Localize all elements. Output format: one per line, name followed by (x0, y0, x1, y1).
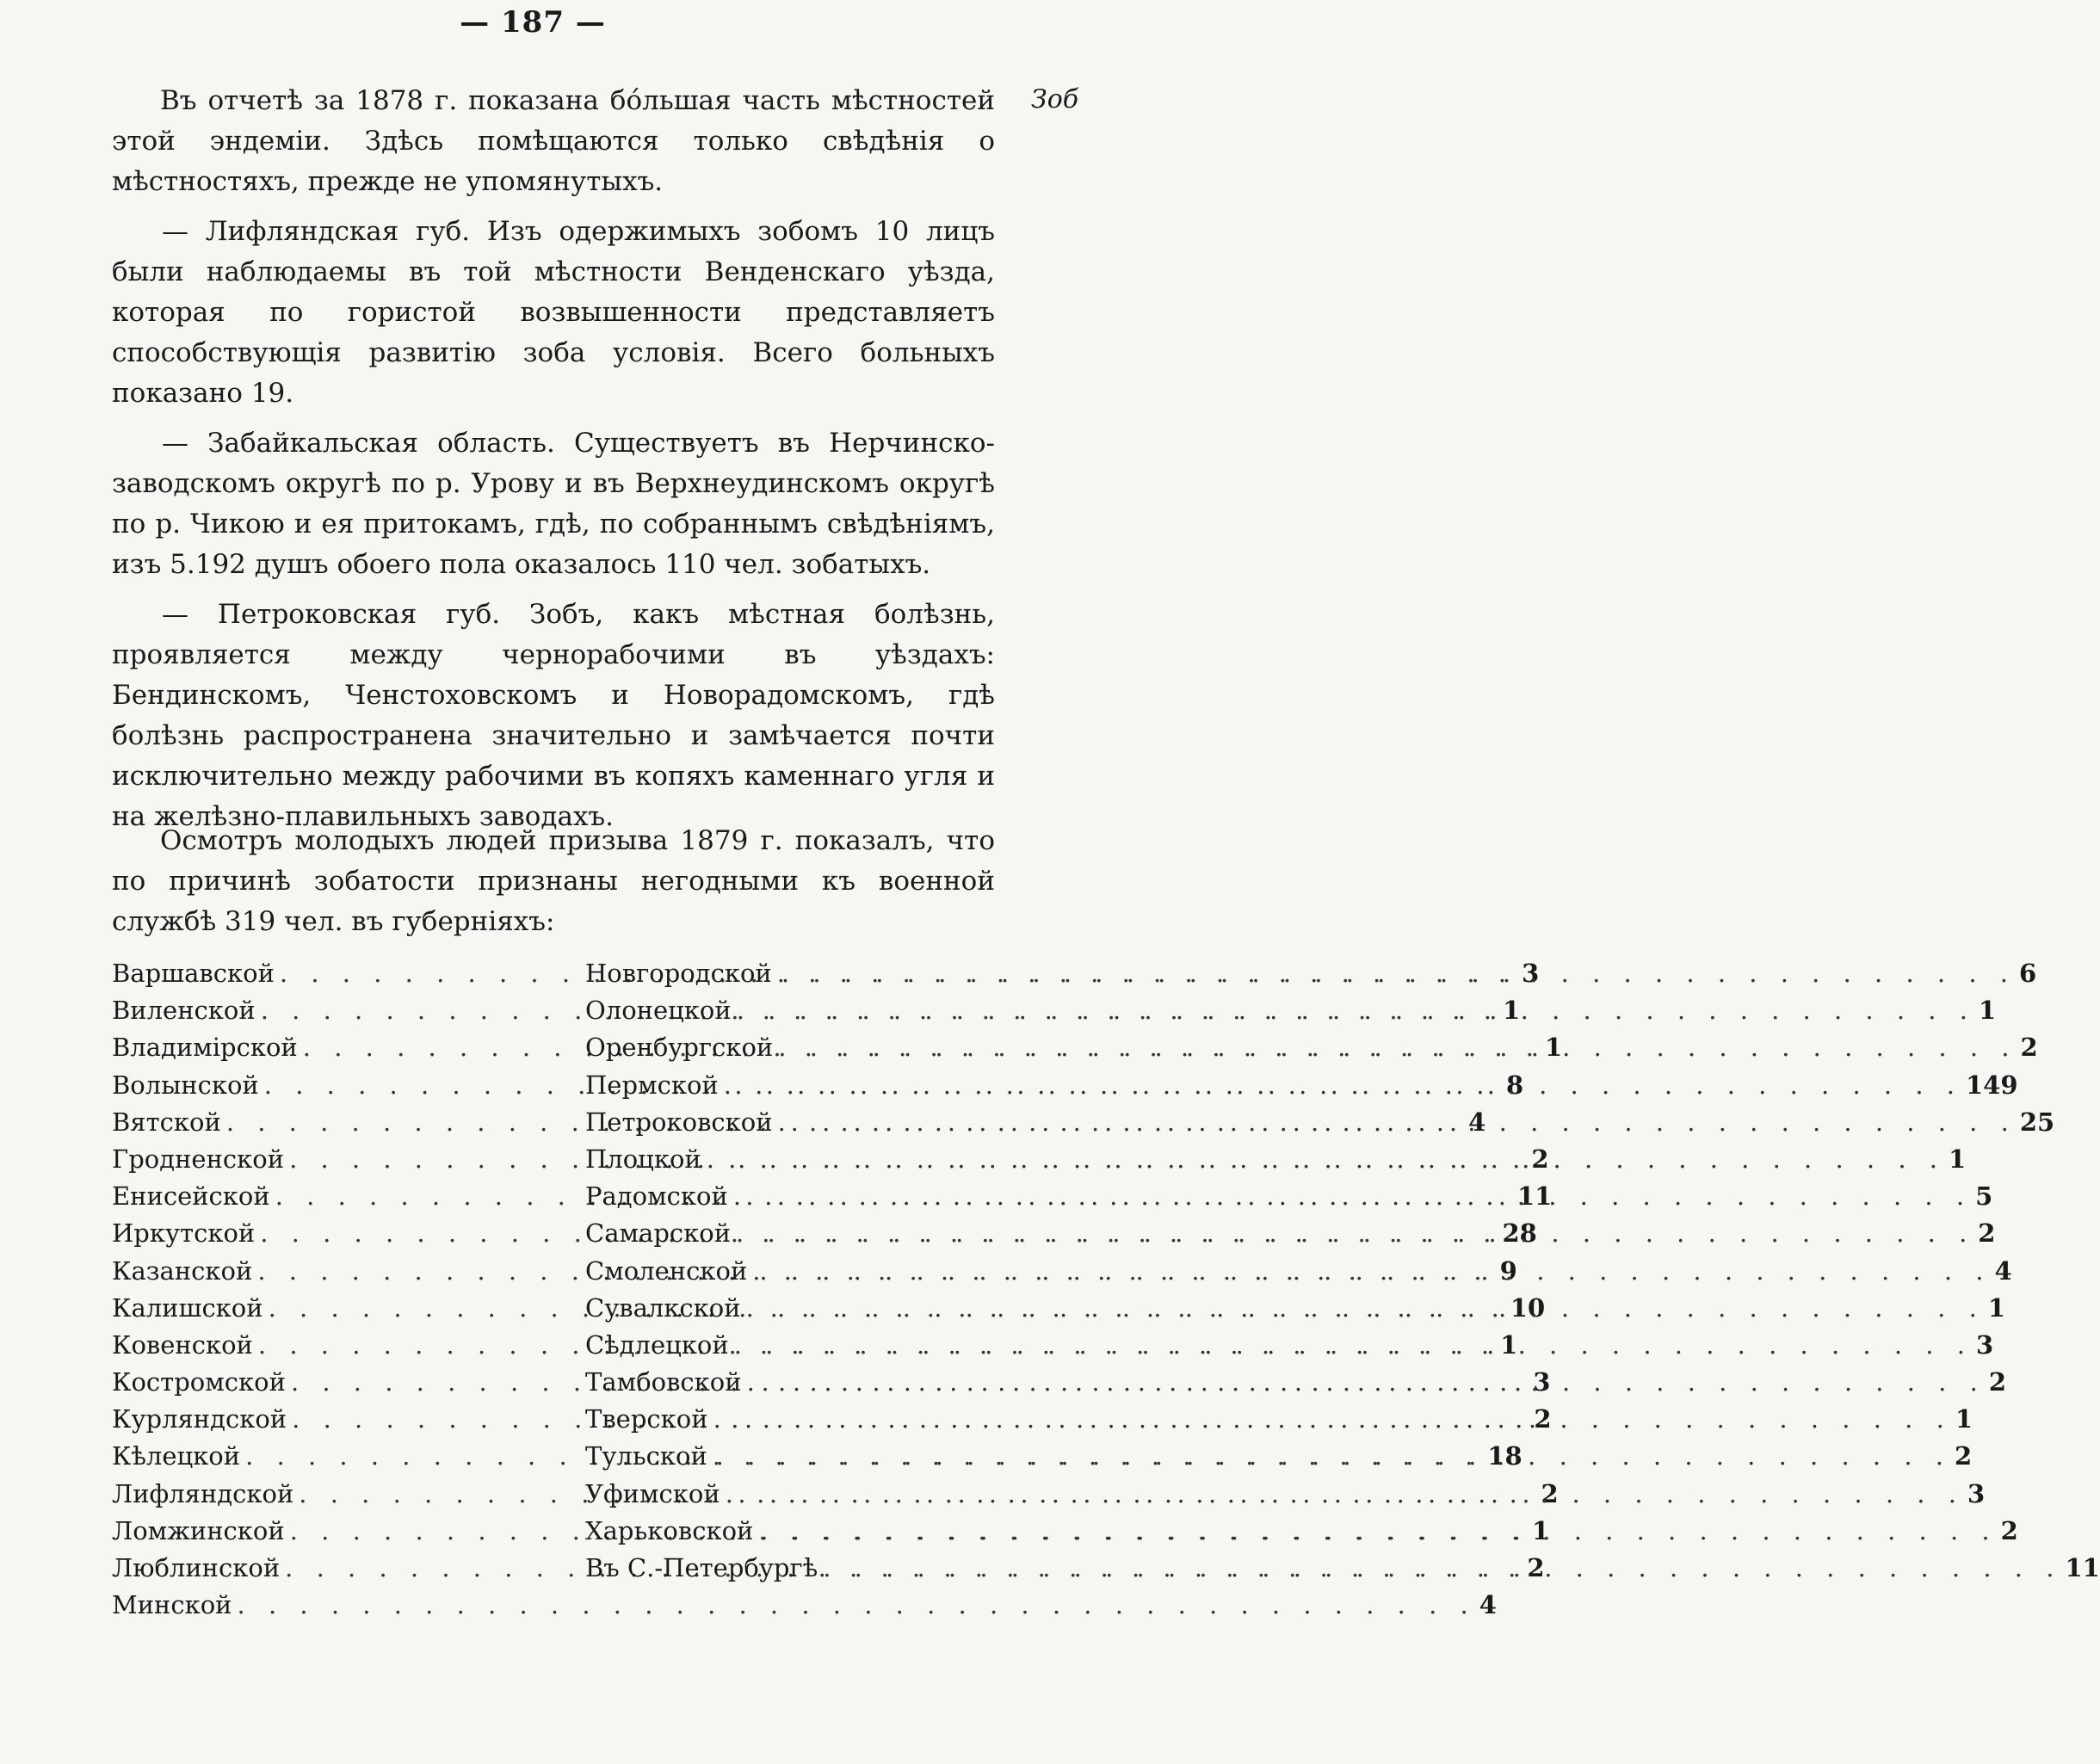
province-name: Виленской (112, 996, 256, 1026)
intro-paragraph: Въ отчетѣ за 1878 г. показана бóльшая часть мѣстностей этой эндеміи. Здѣсь помѣщаются только свѣдѣнія о мѣстностяхъ, прежде не упомянутыхъ. (112, 85, 995, 197)
dot-leader (741, 1290, 1985, 1327)
province-count: 2 (1988, 1367, 2007, 1397)
dot-leader (701, 1141, 1945, 1178)
province-name: Новгородской (585, 959, 772, 988)
province-row (585, 1364, 2007, 1401)
province-count: 11 (1516, 1181, 1553, 1212)
province-count: 2 (1527, 1553, 1545, 1582)
dot-leader (729, 1327, 1973, 1364)
province-count: 1 (1502, 996, 1521, 1026)
province-row (585, 1327, 1994, 1364)
province-row (585, 1401, 1973, 1438)
province-count: 149 (1965, 1070, 2018, 1100)
page-number: — 187 — (460, 5, 606, 40)
province-count: 1 (1987, 1292, 2006, 1323)
dot-leader (719, 1067, 1962, 1104)
province-name: Енисейской (112, 1181, 270, 1212)
province-row (585, 1513, 2018, 1550)
province-name: Самарской (585, 1218, 732, 1249)
province-count: 2 (1541, 1478, 1559, 1508)
dot-leader (731, 1215, 1974, 1252)
province-row (585, 1067, 2018, 1104)
province-name: Уфимской (585, 1478, 720, 1508)
province-count: 6 (2019, 959, 2037, 988)
dot-leader (732, 992, 1975, 1029)
province-count: 1 (1545, 1033, 1563, 1063)
dot-leader (728, 1178, 1972, 1215)
livland-paragraph: — Лифляндская губ. Изъ одержимыхъ зобомъ 10 лицъ были наблюдаемы въ той мѣстности Венденскаго уѣзда, которая по гористой возвышенности представляетъ способствующія развитію зоба условія. Всего больныхъ показано 19. (112, 216, 995, 409)
province-name: Тульской (585, 1441, 707, 1471)
province-count: 3 (1967, 1478, 1986, 1508)
province-count: 3 (1522, 959, 1540, 988)
province-name: Калишской (112, 1292, 263, 1323)
province-count: 1 (1531, 1515, 1550, 1545)
province-count: 28 (1502, 1218, 1537, 1249)
province-name: Олонецкой (585, 996, 732, 1026)
province-name: Плоцкой (585, 1144, 701, 1174)
recruit-section (112, 821, 995, 952)
province-row (585, 1141, 1967, 1178)
province-count: 4 (1994, 1255, 2012, 1286)
dot-leader (773, 1029, 2017, 1066)
province-name: Владимірской (112, 1033, 298, 1063)
province-count: 25 (2019, 1107, 2055, 1137)
province-name: Иркутской (112, 1218, 256, 1249)
province-name: Оренбургской (585, 1033, 774, 1063)
dot-leader (772, 955, 2016, 992)
province-name: Кѣлецкой (112, 1441, 241, 1471)
province-name: Смоленской (585, 1255, 748, 1286)
province-row (585, 1029, 2038, 1066)
province-row (585, 1476, 1986, 1513)
province-name: Радомской (585, 1181, 728, 1212)
province-count: 3 (1533, 1367, 1551, 1397)
dot-leader (720, 1476, 1964, 1513)
province-name: Ломжинской (112, 1515, 285, 1545)
dot-leader (742, 1364, 1986, 1401)
province-name: Сѣдлецкой (585, 1329, 729, 1360)
province-count: 1 (1500, 1329, 1518, 1360)
dot-leader (753, 1513, 1997, 1550)
province-name: Харьковской (585, 1515, 754, 1545)
province-name: Казанской (112, 1255, 253, 1286)
province-name: Волынской (112, 1070, 259, 1100)
province-count: 2 (2000, 1515, 2018, 1545)
province-count: 1 (1978, 996, 1997, 1026)
province-count: 10 (1510, 1292, 1546, 1323)
province-row (585, 1253, 2012, 1290)
province-count: 5 (1975, 1181, 1993, 1212)
province-count: 4 (1468, 1107, 1486, 1137)
province-name: Лифляндской (112, 1478, 294, 1508)
recruit-paragraph: Осмотръ молодыхъ людей призыва 1879 г. показалъ, что по причинѣ зобатости признаны негодными къ военной службѣ 319 чел. въ губерніяхъ: (112, 825, 995, 937)
province-name: Сувалкской (585, 1292, 741, 1323)
province-count: 11 (2065, 1553, 2100, 1582)
province-row (585, 955, 2037, 992)
province-count: 2 (1955, 1441, 1973, 1471)
province-row (112, 1587, 1497, 1624)
transbaikal-paragraph: — Забайкальская область. Существуетъ въ Нерчинско-заводскомъ округѣ по р. Урову и въ Верхнеудинскомъ округѣ по р. Чикою и ея притокамъ, гдѣ, по собраннымъ свѣдѣніямъ, изъ 5.192 душъ обоего пола оказалось 110 чел. зобатыхъ. (112, 428, 995, 580)
province-row (585, 1104, 2055, 1141)
dot-leader (232, 1587, 1476, 1624)
province-name: Варшавской (112, 959, 275, 988)
province-name: Ковенской (112, 1329, 253, 1360)
province-count: 2 (2020, 1033, 2038, 1063)
province-name: Въ С.-Петербургѣ (585, 1553, 818, 1582)
province-name: Гродненской (112, 1144, 285, 1174)
province-row (585, 1550, 2100, 1587)
province-count: 2 (1531, 1144, 1549, 1174)
province-name: Минской (112, 1590, 232, 1620)
province-name: Костромской (112, 1367, 286, 1397)
province-name: Тамбовской (585, 1367, 742, 1397)
province-count: 2 (1534, 1404, 1552, 1434)
petrokov-paragraph: — Петроковская губ. Зобъ, какъ мѣстная болѣзнь, проявляется между чернорабочими въ уѣздахъ: Бендинскомъ, Ченстоховскомъ и Новорадомскомъ, гдѣ болѣзнь распространена значительно и замѣчается почти исключительно между рабочими въ копяхъ каменнаго угля и на желѣзно-плавильныхъ заводахъ. (112, 599, 995, 832)
margin-note: Зоб (1031, 84, 1079, 114)
dot-leader (818, 1550, 2061, 1587)
province-count: 4 (1479, 1590, 1497, 1620)
province-count: 2 (1978, 1218, 1996, 1249)
intro-section (112, 81, 995, 847)
province-count: 8 (1506, 1070, 1524, 1100)
province-row (585, 992, 1997, 1029)
province-name: Курляндской (112, 1404, 287, 1434)
province-name: Петроковской (585, 1107, 773, 1137)
dot-leader (773, 1104, 2017, 1141)
province-count: 9 (1499, 1255, 1517, 1286)
province-name: Вятской (112, 1107, 221, 1137)
dot-leader (747, 1253, 1991, 1290)
province-name: Тверской (585, 1404, 708, 1434)
province-count: 1 (1955, 1404, 1973, 1434)
dot-leader (708, 1401, 1952, 1438)
province-count: 1 (1948, 1144, 1967, 1174)
province-count: 3 (1975, 1329, 1994, 1360)
province-name: Люблинской (112, 1553, 281, 1582)
dot-leader (707, 1438, 1951, 1475)
province-count: 18 (1487, 1441, 1522, 1471)
province-name: Пермской (585, 1070, 719, 1100)
